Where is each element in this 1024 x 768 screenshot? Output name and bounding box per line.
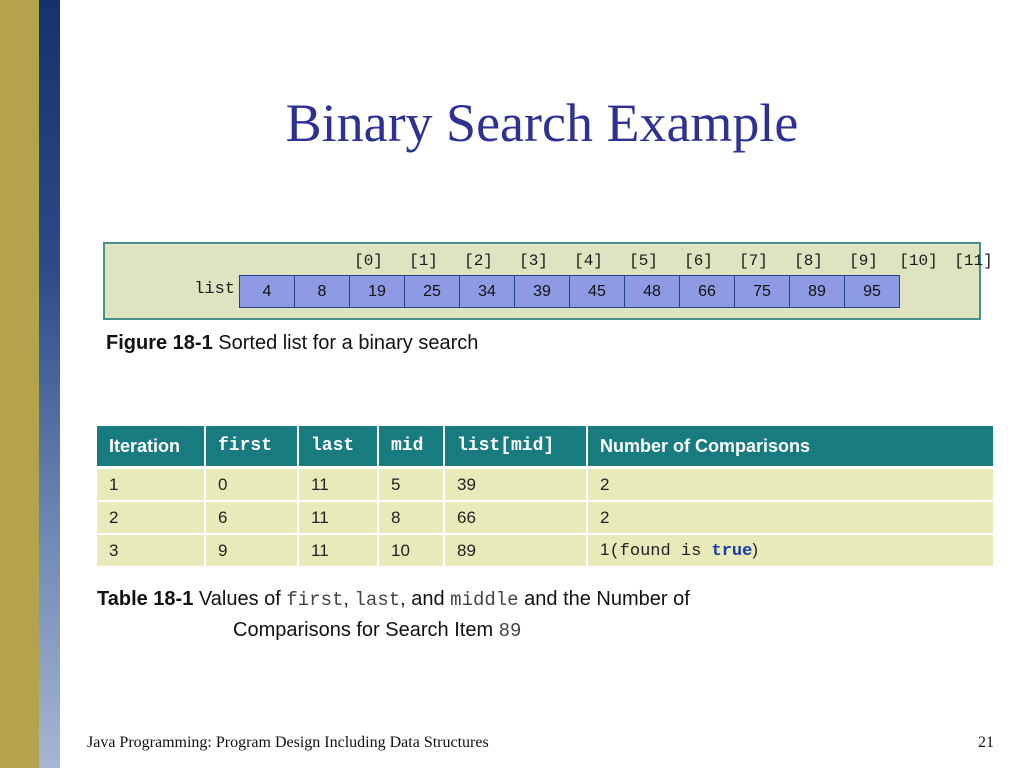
caption-text: , and (400, 588, 451, 610)
index-label: [11] (954, 252, 993, 270)
left-blue-bar (39, 0, 60, 768)
found-note-keyword: true (711, 542, 753, 561)
iterations-table (97, 426, 993, 566)
cell-iteration: 1 (97, 468, 205, 502)
array-cell: 34 (460, 276, 515, 307)
found-note-prefix: (found is (609, 542, 712, 561)
index-label: [4] (574, 252, 603, 270)
array-cell: 39 (515, 276, 570, 307)
index-label: [1] (409, 252, 438, 270)
footer-text: Java Programming: Program Design Including Data Structures (87, 734, 489, 751)
figure-caption-label: Figure 18-1 (106, 332, 213, 354)
cell-comparisons: 2 (587, 468, 993, 502)
table-caption-label: Table 18-1 (97, 588, 194, 610)
array-cell: 95 (845, 276, 899, 307)
array-cell: 75 (735, 276, 790, 307)
cell-list-mid: 89 (444, 534, 587, 566)
index-label: [10] (899, 252, 938, 270)
cell-first: 9 (205, 534, 298, 566)
index-label: [2] (464, 252, 493, 270)
table-caption (97, 584, 897, 646)
cell-comparisons (587, 534, 993, 566)
header-iteration: Iteration (97, 426, 205, 468)
found-note-suffix: ) (752, 540, 758, 559)
index-label: [8] (794, 252, 823, 270)
cell-first: 6 (205, 501, 298, 534)
cell-comparisons: 2 (587, 501, 993, 534)
header-comparisons: Number of Comparisons (587, 426, 993, 468)
header-list-mid: list[mid] (444, 426, 587, 468)
array-cell: 19 (350, 276, 405, 307)
array-cell: 89 (790, 276, 845, 307)
cell-first: 0 (205, 468, 298, 502)
index-row (341, 252, 1001, 270)
cell-last: 11 (298, 534, 378, 566)
page-number: 21 (978, 734, 994, 751)
table-caption-line1 (97, 584, 897, 615)
index-label: [7] (739, 252, 768, 270)
caption-text: , (343, 588, 355, 610)
table-header-row (97, 426, 993, 468)
cell-list-mid: 39 (444, 468, 587, 502)
figure-caption (106, 332, 478, 355)
table-row (97, 501, 993, 534)
index-label: [6] (684, 252, 713, 270)
cell-last: 11 (298, 501, 378, 534)
cell-mid: 10 (378, 534, 444, 566)
index-label: [5] (629, 252, 658, 270)
cell-list-mid: 66 (444, 501, 587, 534)
cell-iteration: 3 (97, 534, 205, 566)
array-cell: 8 (295, 276, 350, 307)
array-cell: 48 (625, 276, 680, 307)
cell-mid: 5 (378, 468, 444, 502)
caption-code-middle: middle (450, 589, 519, 611)
table-row (97, 534, 993, 566)
array-cell: 25 (405, 276, 460, 307)
array-figure (103, 242, 993, 320)
array-cells (239, 275, 900, 308)
array-cell: 4 (240, 276, 295, 307)
header-last: last (298, 426, 378, 468)
caption-text: Values of (193, 588, 287, 610)
comparisons-count: 1 (600, 540, 610, 559)
array-cell: 45 (570, 276, 625, 307)
header-mid: mid (378, 426, 444, 468)
caption-code-first: first (286, 589, 344, 611)
array-cell: 66 (680, 276, 735, 307)
caption-code-item: 89 (498, 620, 522, 642)
slide-title: Binary Search Example (285, 93, 799, 153)
left-olive-bar (0, 0, 39, 768)
table-row (97, 468, 993, 502)
caption-text: Comparisons for Search Item (233, 619, 499, 641)
index-label: [0] (354, 252, 383, 270)
cell-iteration: 2 (97, 501, 205, 534)
cell-mid: 8 (378, 501, 444, 534)
caption-text: and the Number of (518, 588, 690, 610)
cell-last: 11 (298, 468, 378, 502)
caption-code-last: last (354, 589, 401, 611)
table-caption-line2 (97, 615, 897, 646)
header-first: first (205, 426, 298, 468)
list-label: list (194, 280, 235, 299)
figure-caption-text: Sorted list for a binary search (212, 332, 479, 354)
index-label: [3] (519, 252, 548, 270)
index-label: [9] (849, 252, 878, 270)
